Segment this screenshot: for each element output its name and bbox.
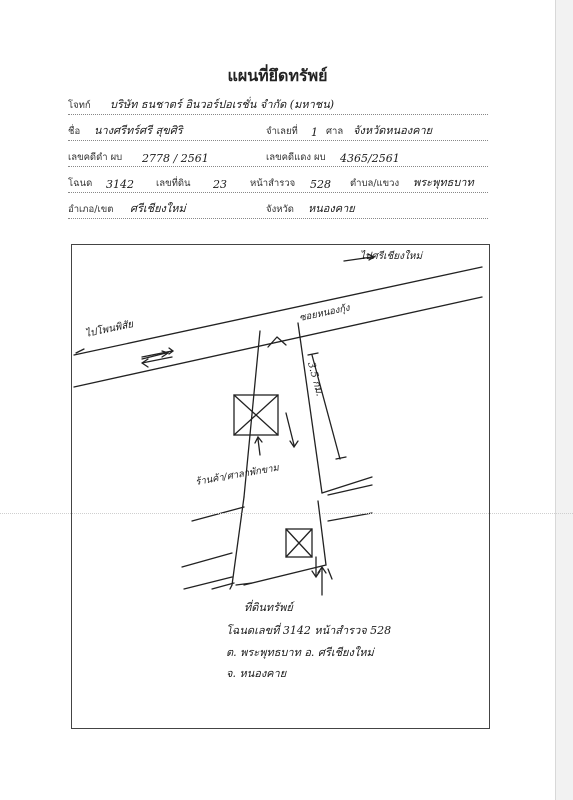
black-case-value: 2778 / 2561 <box>142 152 209 165</box>
subdistrict-label: ตำบล/แขวง <box>350 178 400 189</box>
defendant-label: จำเลยที่ <box>266 126 298 137</box>
red-case-label: เลขคดีแดง ผบ <box>266 152 326 163</box>
plaintiff-value: บริษัท ธนชาตร์ อินวอร์ปอเรชั่น จำกัด (มหาชน) <box>110 98 335 111</box>
plaintiff-label: โจทก์ <box>68 100 91 111</box>
survey-label: หน้าสำรวจ <box>250 178 296 189</box>
viewer-page-guide <box>0 513 573 514</box>
province-label: จังหวัด <box>266 204 294 215</box>
field-row-case <box>68 150 488 170</box>
black-case-label: เลขคดีดำ ผบ <box>68 152 123 163</box>
province-value: หนองคาย <box>308 202 355 215</box>
name-value: นางศรีทร์ศรี สุขศิริ <box>94 124 183 137</box>
caption-line-1: โฉนดเลขที่ 3142 หน้าสำรวจ 528 <box>226 624 392 637</box>
map-label-left-road: ไปโพนพิสัย <box>84 319 135 340</box>
dotted-line <box>68 166 488 167</box>
dotted-line <box>68 140 488 141</box>
land-no-label: เลขที่ดิน <box>156 178 191 189</box>
deed-label: โฉนด <box>68 178 93 189</box>
map-label-lane: ซอยหนองกุ้ง <box>298 302 351 324</box>
caption-line-2: ต. พระพุทธบาท อ. ศรีเชียงใหม่ <box>226 646 374 659</box>
field-row-plaintiff <box>68 98 488 118</box>
name-label: ชื่อ <box>68 126 81 137</box>
red-case-value: 4365/2561 <box>340 152 400 165</box>
court-label: ศาล <box>326 126 344 137</box>
document-title: แผนที่ยึดทรัพย์ <box>227 66 328 85</box>
lane-right-edge <box>298 323 322 493</box>
dotted-line <box>68 192 488 193</box>
deed-value: 3142 <box>106 178 134 191</box>
map-label-distance: 3.5 กม. <box>305 360 325 398</box>
map-frame <box>71 244 490 729</box>
survey-value: 528 <box>310 178 331 191</box>
map-label-property: ที่ดินทรัพย์ <box>244 601 293 614</box>
subdistrict-value: พระพุทธบาท <box>413 176 474 189</box>
field-row-district <box>68 202 488 222</box>
map-label-landmark: ร้านค้า/ศาลาพักขาม <box>194 462 280 488</box>
dotted-line <box>68 218 488 219</box>
land-no-value: 23 <box>213 178 227 191</box>
defendant-value: 1 <box>311 126 318 139</box>
field-row-name <box>68 124 488 144</box>
map-label-top-right: ไปศรีเชียงใหม่ <box>360 251 423 262</box>
court-value: จังหวัดหนองคาย <box>353 124 433 137</box>
district-label: อำเภอ/เขต <box>68 204 114 215</box>
viewer-gutter <box>556 0 573 800</box>
district-value: ศรีเชียงใหม่ <box>130 202 186 215</box>
caption-line-3: จ. หนองคาย <box>226 667 287 680</box>
dotted-line <box>68 114 488 115</box>
field-row-deed <box>68 176 488 196</box>
